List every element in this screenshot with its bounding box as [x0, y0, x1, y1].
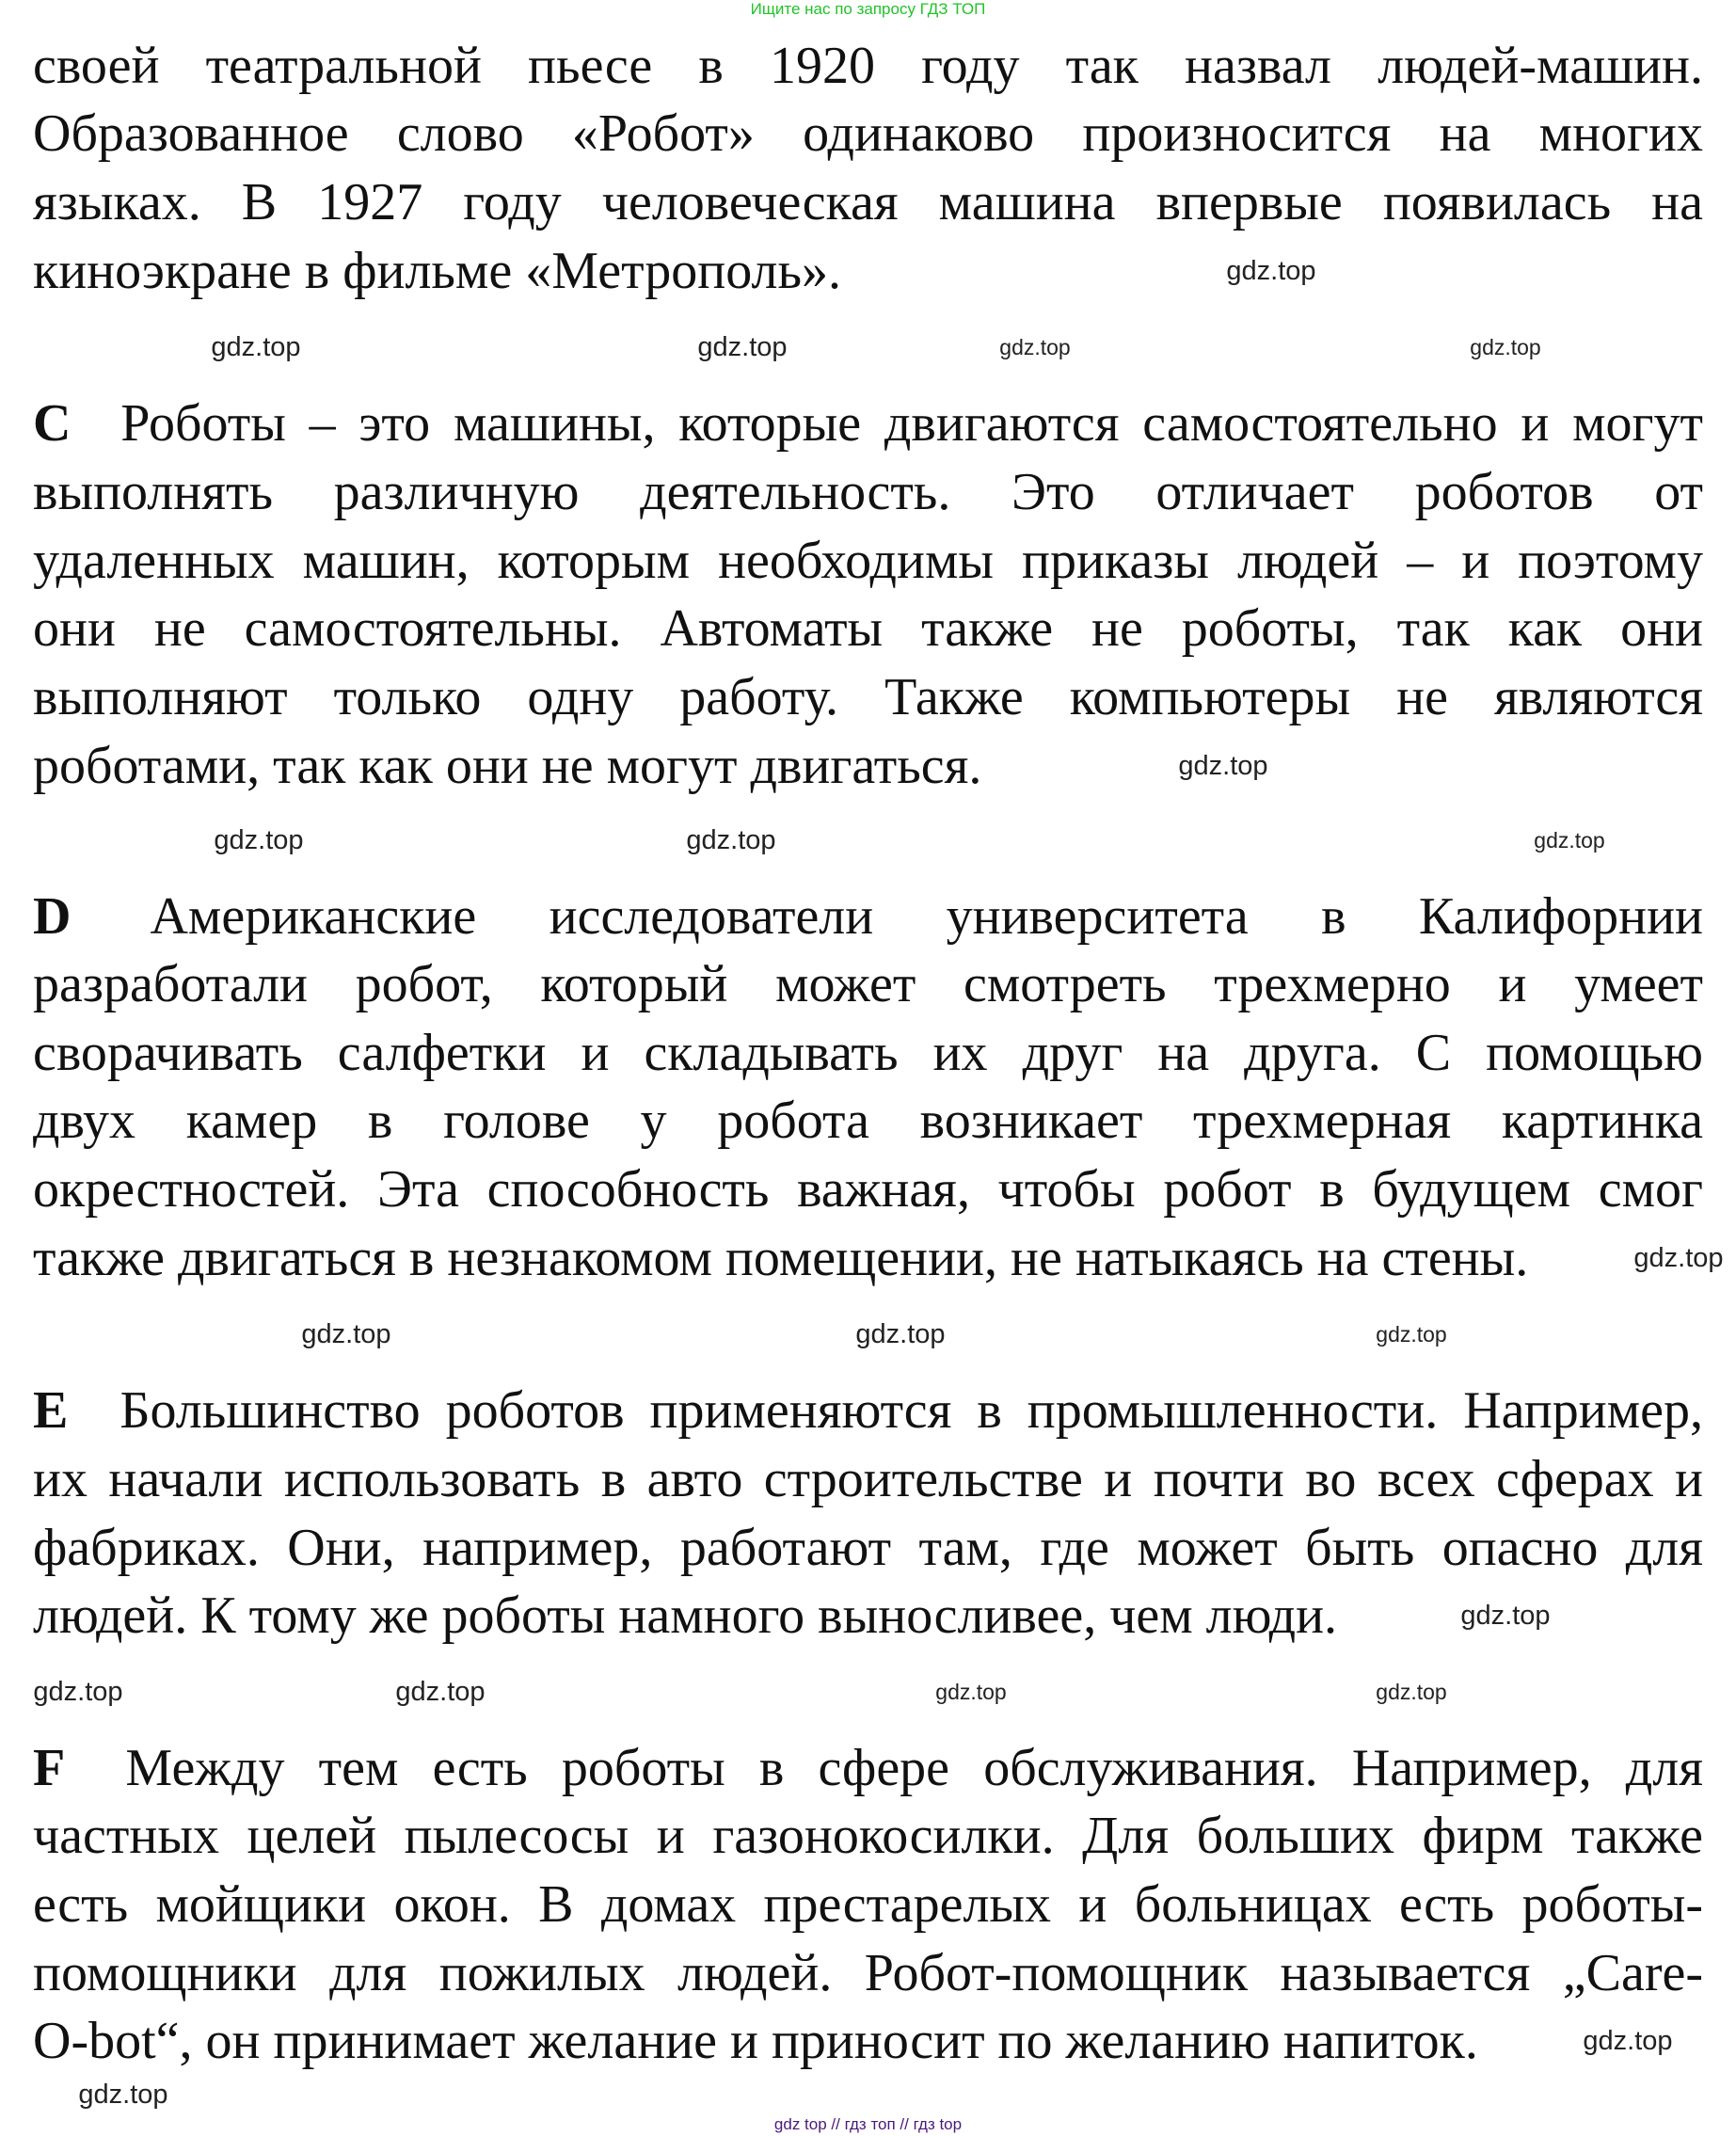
text-line	[33, 1939, 1703, 2007]
line-text: O-bot“, он принимает желание и приносит по желанию напиток.	[33, 2012, 1478, 2070]
text-line	[33, 32, 1703, 100]
text-line	[33, 1156, 1703, 1223]
watermark: gdz.top	[1583, 2026, 1673, 2056]
text-line	[33, 237, 841, 305]
header-banner: Ищите нас по запросу ГДЗ ТОП	[750, 0, 986, 18]
watermark: gdz.top	[395, 1677, 486, 1707]
watermark: gdz.top	[855, 1319, 946, 1349]
footer-banner: gdz top // гдз топ // гдз top	[773, 2115, 963, 2133]
watermark: gdz.top	[686, 825, 776, 855]
text-line	[33, 458, 1703, 526]
line-text: разработали робот, который может смотреть трехмерно и умеет	[33, 955, 1703, 1013]
line-text: Образованное слово «Робот» одинаково произносится на многих	[33, 104, 1703, 163]
text-line	[33, 732, 981, 800]
watermark: gdz.top	[1226, 256, 1316, 286]
line-text: киноэкране в фильме «Метрополь».	[33, 242, 842, 300]
line-text: также двигаться в незнакомом помещении, не натыкаясь на стены.	[33, 1229, 1529, 1287]
watermark: gdz.top	[935, 1680, 1007, 1704]
text-line	[33, 2007, 1478, 2075]
text-line	[33, 1802, 1703, 1870]
line-text: выполнять различную деятельность. Это отличает роботов от	[33, 463, 1703, 521]
text-line	[33, 663, 1703, 731]
line-text: удаленных машин, которым необходимы приказы людей – и поэтому	[33, 532, 1703, 590]
line-text: окрестностей. Эта способность важная, чтобы робот в будущем смог	[33, 1160, 1703, 1219]
line-text: они не самостоятельны. Автоматы также не роботы, так как они	[33, 599, 1703, 658]
line-text: их начали использовать в авто строительстве и почти во всех сферах и	[33, 1450, 1703, 1508]
watermark: gdz.top	[33, 1677, 123, 1707]
text-line	[33, 1377, 1703, 1444]
watermark: gdz.top	[1534, 828, 1605, 853]
watermark: gdz.top	[1178, 751, 1268, 781]
text-line	[33, 1734, 1703, 1802]
line-text: фабриках. Они, например, работают там, где может быть опасно для	[33, 1519, 1703, 1577]
text-line	[33, 1445, 1703, 1513]
line-text: двух камер в голове у робота возникает трехмерная картинка	[33, 1092, 1703, 1150]
text-line	[33, 1514, 1703, 1582]
text-line	[33, 1019, 1703, 1087]
line-text: есть мойщики окон. В домах престарелых и больницах есть роботы-	[33, 1875, 1703, 1934]
paragraph-letter: E	[33, 1381, 69, 1440]
paragraph-letter: F	[33, 1739, 66, 1797]
text-line	[33, 390, 1703, 457]
line-text: людей. К тому же роботы намного выносливее, чем люди.	[33, 1586, 1338, 1645]
watermark: gdz.top	[1376, 1322, 1447, 1347]
line-text: своей театральной пьесе в 1920 году так назвал людей-машин.	[33, 37, 1703, 95]
text-line	[33, 595, 1703, 662]
line-text: Американские исследователи университета в Калифорнии	[150, 887, 1703, 946]
text-line	[33, 1871, 1703, 1938]
line-text: сворачивать салфетки и складывать их друг на друга. С помощью	[33, 1024, 1703, 1082]
line-text: Большинство роботов применяются в промышленности. Например,	[119, 1381, 1703, 1440]
text-line	[33, 883, 1703, 950]
watermark: gdz.top	[999, 335, 1071, 359]
paragraph-letter: D	[33, 887, 72, 946]
text-line	[33, 1087, 1703, 1155]
text-line	[33, 168, 1703, 236]
watermark: gdz.top	[301, 1319, 391, 1349]
line-text: частных целей пылесосы и газонокосилки. Для больших фирм также	[33, 1807, 1703, 1865]
text-line	[33, 950, 1703, 1018]
watermark: gdz.top	[1460, 1601, 1551, 1631]
watermark: gdz.top	[1376, 1680, 1447, 1704]
watermark: gdz.top	[214, 825, 304, 855]
line-text: Роботы – это машины, которые двигаются самостоятельно и могут	[120, 394, 1703, 453]
line-text: помощники для пожилых людей. Робот-помощник называется „Care-	[33, 1944, 1703, 2002]
text-line	[33, 100, 1703, 167]
paragraph-letter: C	[33, 394, 72, 453]
watermark: gdz.top	[697, 332, 788, 362]
watermark: gdz.top	[78, 2080, 168, 2110]
line-text: выполняют только одну работу. Также компьютеры не являются	[33, 668, 1703, 726]
text-line	[33, 1582, 1337, 1650]
text-line	[33, 527, 1703, 595]
line-text: Между тем есть роботы в сфере обслуживания. Например, для	[125, 1739, 1703, 1797]
watermark: gdz.top	[1470, 335, 1541, 359]
line-text: языках. В 1927 году человеческая машина впервые появилась на	[33, 173, 1703, 231]
watermark: gdz.top	[211, 332, 301, 362]
text-line	[33, 1224, 1528, 1292]
line-text: роботами, так как они не могут двигаться.	[33, 737, 982, 795]
watermark: gdz.top	[1633, 1243, 1724, 1273]
